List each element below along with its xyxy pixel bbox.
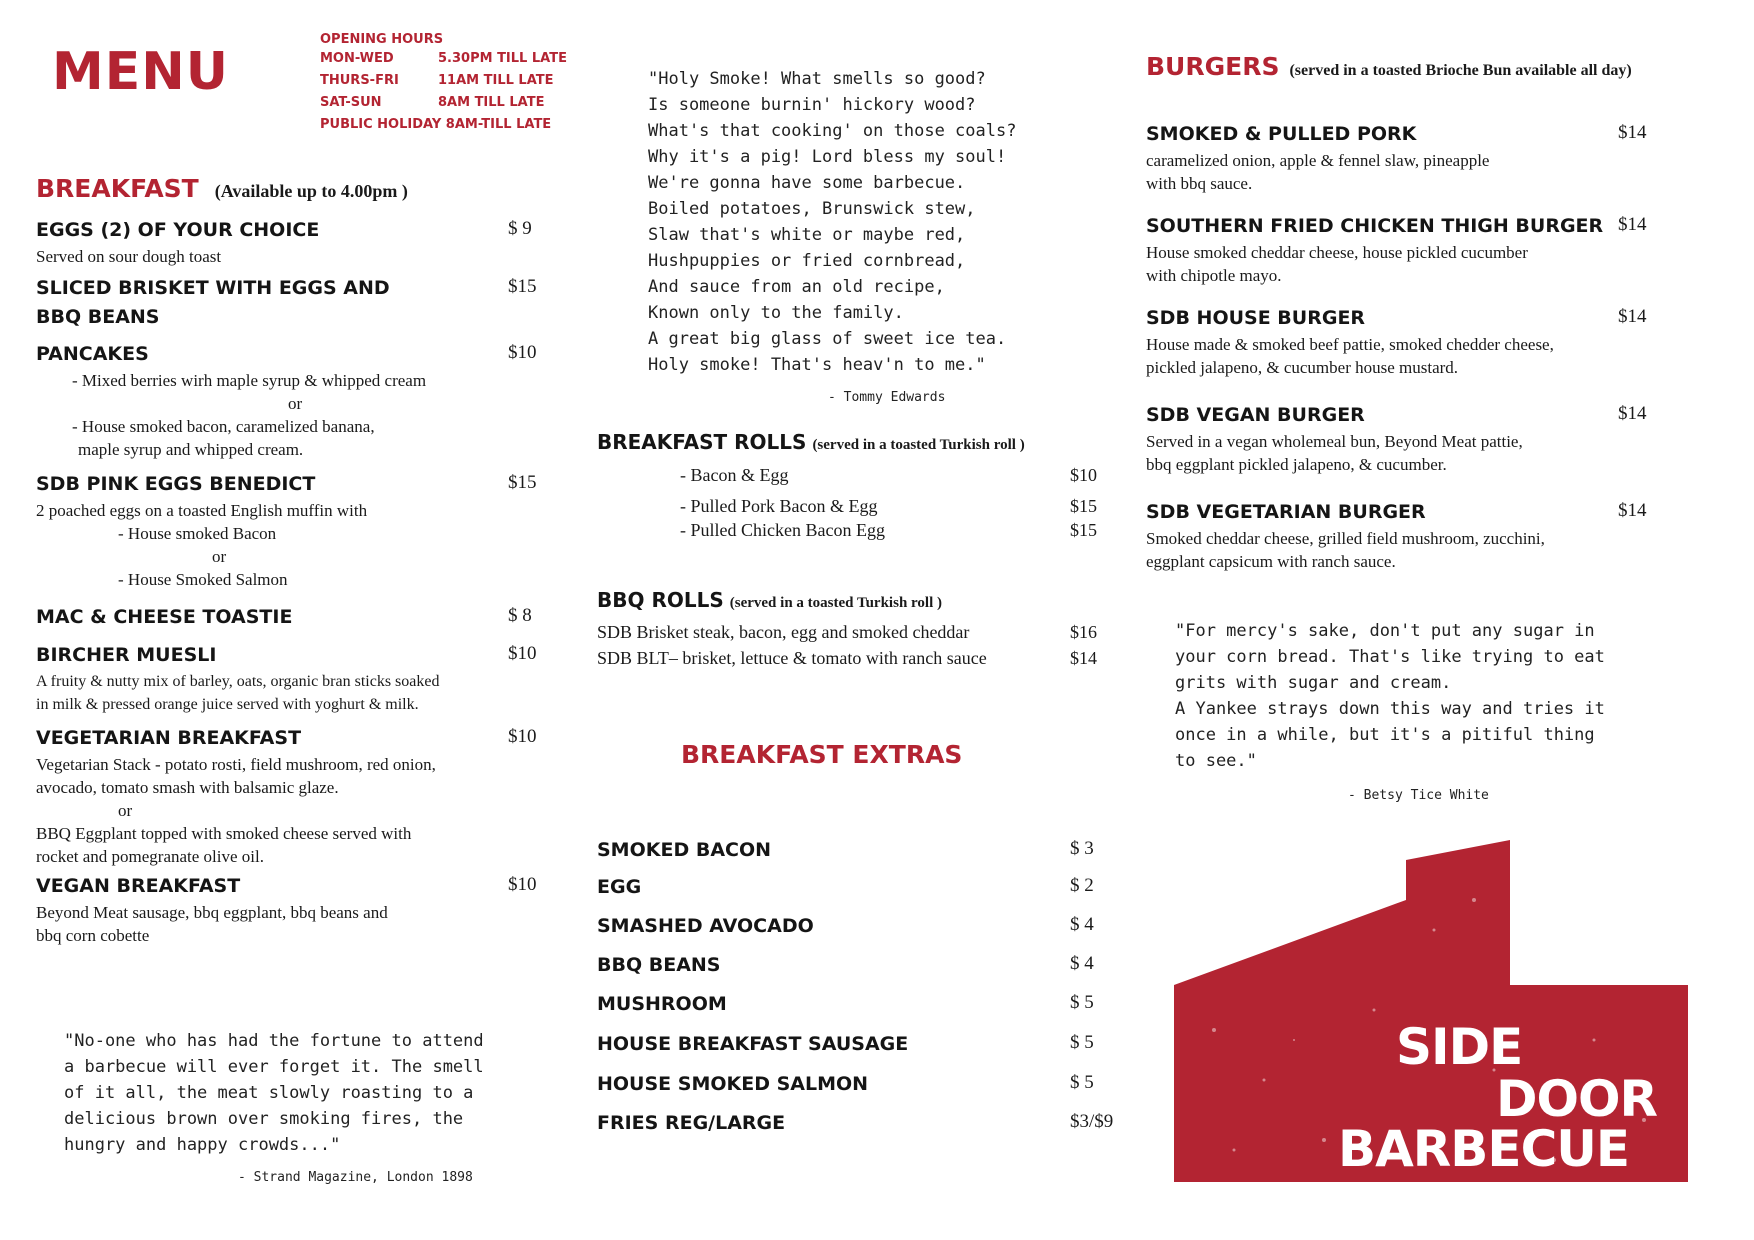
- item-name: VEGAN BREAKFAST: [36, 875, 241, 897]
- item-name: SMOKED & PULLED PORK: [1146, 123, 1417, 145]
- item-desc: with bbq sauce.: [1146, 174, 1253, 193]
- burgers-subtitle: (served in a toasted Brioche Bun available all day): [1289, 62, 1632, 79]
- extra-name: SMOKED BACON: [597, 839, 772, 861]
- item-desc: bbq eggplant pickled jalapeno, & cucumber.: [1146, 455, 1447, 474]
- breakfast-rolls-title: BREAKFAST ROLLS: [597, 430, 807, 454]
- item-price: $14: [1618, 306, 1647, 327]
- logo-text-side: SIDE: [1396, 1018, 1523, 1076]
- extra-price: $ 5: [1070, 1032, 1094, 1053]
- item-desc: - House smoked Bacon: [118, 524, 277, 543]
- breakfast-title: BREAKFAST: [36, 174, 199, 203]
- bbq-roll-name: SDB BLT– brisket, lettuce & tomato with ranch sauce: [597, 648, 987, 668]
- extra-name: HOUSE BREAKFAST SAUSAGE: [597, 1033, 909, 1055]
- burger-item: [1146, 498, 1666, 573]
- roll-item-name: - Pulled Pork Bacon & Egg: [680, 496, 878, 516]
- roll-item-price: $15: [1070, 520, 1097, 540]
- item-desc: BBQ Eggplant topped with smoked cheese served with: [36, 824, 412, 843]
- extra-name: HOUSE SMOKED SALMON: [597, 1073, 869, 1095]
- item-name: EGGS (2) OF YOUR CHOICE: [36, 219, 320, 241]
- item-desc: avocado, tomato smash with balsamic glaze.: [36, 778, 339, 797]
- item-name: BIRCHER MUESLI: [36, 644, 217, 666]
- extra-name: MUSHROOM: [597, 993, 727, 1015]
- extra-name: EGG: [597, 876, 642, 898]
- item-desc: caramelized onion, apple & fennel slaw, pineapple: [1146, 151, 1490, 170]
- burgers-heading: [1146, 52, 1632, 81]
- menu-item: [36, 470, 546, 591]
- item-price: $15: [508, 276, 537, 297]
- item-name: SDB HOUSE BURGER: [1146, 307, 1366, 329]
- item-price: $14: [1618, 403, 1647, 424]
- item-desc: rocket and pomegranate olive oil.: [36, 847, 264, 866]
- hours-day: MON-WED: [320, 51, 394, 66]
- item-desc: or: [118, 801, 133, 820]
- logo-text-door: DOOR: [1496, 1070, 1658, 1128]
- extra-price: $ 5: [1070, 1072, 1094, 1093]
- extra-price: $ 4: [1070, 914, 1094, 935]
- roll-item-name: - Bacon & Egg: [680, 465, 789, 485]
- breakfast-rolls-heading: [597, 428, 1025, 457]
- burger-item: [1146, 401, 1666, 476]
- hours-row: [320, 48, 567, 70]
- extra-name: SMASHED AVOCADO: [597, 915, 814, 937]
- burger-item: [1146, 120, 1666, 195]
- opening-hours: [320, 32, 567, 136]
- hours-time: 8AM TILL LATE: [438, 95, 545, 110]
- menu-item: [36, 603, 546, 632]
- hours-day: SAT-SUN: [320, 95, 382, 110]
- item-price: $ 8: [508, 605, 532, 626]
- bbq-rolls-title: BBQ ROLLS: [597, 588, 724, 612]
- side-door-barbecue-logo: [1174, 840, 1688, 1182]
- item-name: SDB VEGAN BURGER: [1146, 404, 1365, 426]
- item-desc: - House Smoked Salmon: [118, 570, 288, 589]
- breakfast-subtitle: (Available up to 4.00pm ): [214, 181, 408, 201]
- menu-item: [36, 872, 546, 947]
- roll-item-price: $15: [1070, 496, 1097, 516]
- hours-time: 5.30PM TILL LATE: [438, 51, 567, 66]
- extras-title: BREAKFAST EXTRAS: [681, 740, 963, 769]
- menu-item: [36, 641, 546, 716]
- item-price: $ 9: [508, 218, 532, 239]
- item-price: $10: [508, 726, 537, 747]
- item-desc: House made & smoked beef pattie, smoked chedder cheese,: [1146, 335, 1554, 354]
- item-desc: Served in a vegan wholemeal bun, Beyond Meat pattie,: [1146, 432, 1523, 451]
- item-name: PANCAKES: [36, 343, 149, 365]
- hours-day: THURS-FRI: [320, 73, 399, 88]
- hours-time: 11AM TILL LATE: [438, 73, 554, 88]
- item-desc: bbq corn cobette: [36, 926, 150, 945]
- menu-title: MENU: [52, 42, 230, 102]
- item-price: $10: [508, 643, 537, 664]
- opening-hours-heading: OPENING HOURS: [320, 32, 444, 47]
- item-desc: pickled jalapeno, & cucumber house mustard.: [1146, 358, 1459, 377]
- bbq-rolls-heading: [597, 586, 942, 615]
- item-price: $14: [1618, 214, 1647, 235]
- item-desc: Beyond Meat sausage, bbq eggplant, bbq beans and: [36, 903, 388, 922]
- extra-price: $ 4: [1070, 953, 1094, 974]
- quote-strand: "No-one who has had the fortune to attend a barbecue will ever forget it. The smell of it all, the meat slowly roasting to a delicious brown over smoking fires, the hungry and happy crowds...": [64, 1031, 484, 1155]
- item-name: SDB PINK EGGS BENEDICT: [36, 473, 316, 495]
- item-desc: with chipotle mayo.: [1146, 266, 1282, 285]
- item-price: $15: [508, 472, 537, 493]
- item-desc: Smoked cheddar cheese, grilled field mushroom, zucchini,: [1146, 529, 1545, 548]
- bbq-roll-name: SDB Brisket steak, bacon, egg and smoked cheddar: [597, 622, 970, 642]
- item-price: $14: [1618, 500, 1647, 521]
- item-price: $10: [508, 342, 537, 363]
- item-desc: House smoked cheddar cheese, house pickled cucumber: [1146, 243, 1528, 262]
- item-desc: 2 poached eggs on a toasted English muffin with: [36, 501, 368, 520]
- burger-item: [1146, 304, 1666, 379]
- item-desc: or: [212, 547, 227, 566]
- item-name: SDB VEGETARIAN BURGER: [1146, 501, 1426, 523]
- burgers-title: BURGERS: [1146, 52, 1280, 81]
- hours-holiday: PUBLIC HOLIDAY 8AM-TILL LATE: [320, 117, 552, 132]
- item-name: SLICED BRISKET WITH EGGS AND: [36, 277, 390, 299]
- logo-text-barbecue: BARBECUE: [1338, 1120, 1630, 1178]
- item-desc: maple syrup and whipped cream.: [78, 440, 304, 459]
- extra-price: $3/$9: [1070, 1111, 1114, 1132]
- quote-strand-author: - Strand Magazine, London 1898: [238, 1170, 473, 1185]
- extra-price: $ 3: [1070, 838, 1094, 859]
- bbq-roll-price: $14: [1070, 648, 1097, 668]
- menu-item: [36, 724, 546, 868]
- burger-item: [1146, 212, 1666, 287]
- bbq-rolls-subtitle: (served in a toasted Turkish roll ): [729, 595, 942, 611]
- menu-item: [36, 274, 546, 332]
- item-desc: eggplant capsicum with ranch sauce.: [1146, 552, 1396, 571]
- item-name-cont: BBQ BEANS: [36, 306, 160, 328]
- extra-price: $ 5: [1070, 992, 1094, 1013]
- extra-name: BBQ BEANS: [597, 954, 721, 976]
- menu-item: [36, 340, 546, 461]
- breakfast-rolls-subtitle: (served in a toasted Turkish roll ): [812, 437, 1025, 453]
- item-desc: or: [288, 394, 303, 413]
- roll-item-name: - Pulled Chicken Bacon Egg: [680, 520, 885, 540]
- hours-row: [320, 70, 567, 92]
- item-name: MAC & CHEESE TOASTIE: [36, 606, 293, 628]
- poem-holy-smoke: "Holy Smoke! What smells so good? Is someone burnin' hickory wood? What's that cooking' on those coals? Why it's a pig! Lord bless my soul! We're gonna have some barbecue. Boiled potatoes, Brunswick stew, Slaw that's white or maybe red, Hushpuppies or fried cornbread, And sauce from an old recipe, Known only to the family. A great big glass of sweet ice tea. Holy smoke! That's heav'n to me.": [648, 69, 1017, 375]
- item-desc: Served on sour dough toast: [36, 247, 222, 266]
- roll-item-price: $10: [1070, 465, 1097, 485]
- item-desc: A fruity & nutty mix of barley, oats, organic bran sticks soaked: [36, 673, 440, 690]
- menu-item: [36, 216, 546, 268]
- quote-betsy: "For mercy's sake, don't put any sugar in your corn bread. That's like trying to eat grits with sugar and cream. A Yankee strays down this way and tries it once in a while, but it's a pitiful thing to see.": [1175, 621, 1605, 771]
- item-name: SOUTHERN FRIED CHICKEN THIGH BURGER: [1146, 215, 1604, 237]
- item-price: $10: [508, 874, 537, 895]
- quote-betsy-author: - Betsy Tice White: [1348, 788, 1489, 803]
- extra-name: FRIES REG/LARGE: [597, 1112, 786, 1134]
- hours-row: [320, 92, 567, 114]
- item-desc: - Mixed berries wirh maple syrup & whipped cream: [72, 371, 427, 390]
- item-desc: in milk & pressed orange juice served with yoghurt & milk.: [36, 696, 419, 713]
- bbq-roll-price: $16: [1070, 622, 1097, 642]
- item-desc: - House smoked bacon, caramelized banana,: [72, 417, 375, 436]
- poem-author: - Tommy Edwards: [828, 390, 946, 405]
- item-desc: Vegetarian Stack - potato rosti, field mushroom, red onion,: [36, 755, 436, 774]
- item-name: VEGETARIAN BREAKFAST: [36, 727, 302, 749]
- extra-price: $ 2: [1070, 875, 1094, 896]
- breakfast-heading: [36, 174, 408, 203]
- item-price: $14: [1618, 122, 1647, 143]
